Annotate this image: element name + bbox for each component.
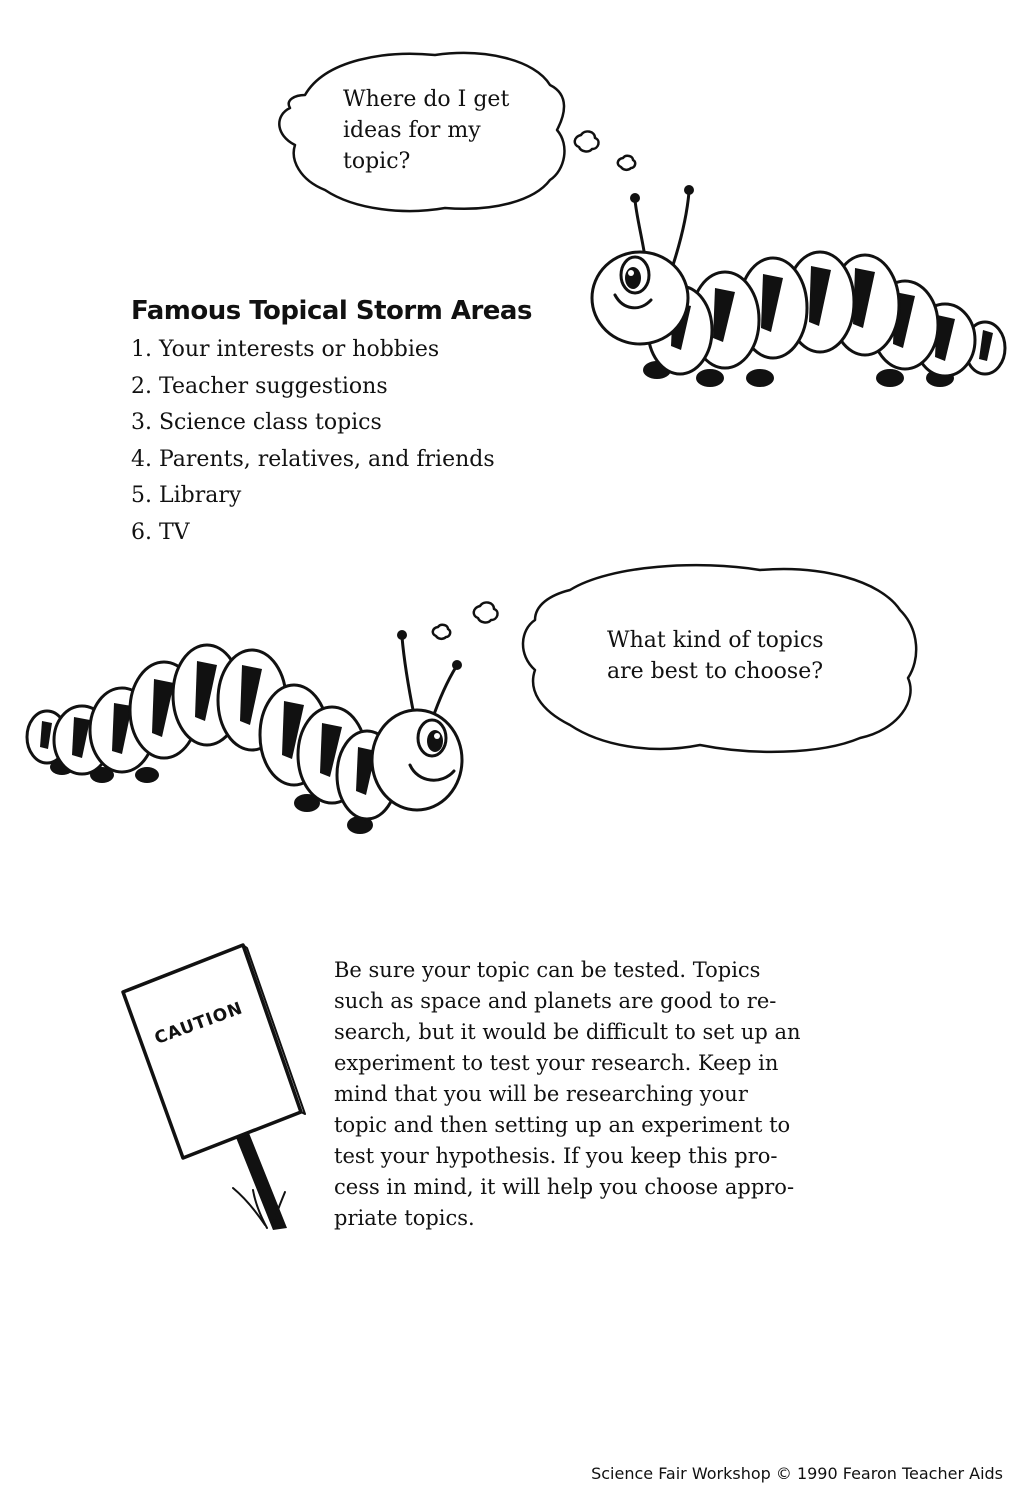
section-heading: Famous Topical Storm Areas: [131, 296, 532, 326]
bubble-middle-line: are best to choose?: [607, 659, 824, 684]
caution-paragraph: [334, 955, 801, 1234]
bubble-middle-line: What kind of topics: [607, 628, 824, 653]
paragraph-line: search, but it would be difficult to set up an: [334, 1020, 801, 1044]
footer-credit: Science Fair Workshop © 1990 Fearon Teacher Aids: [591, 1464, 1003, 1483]
list-item: 6. TV: [131, 519, 190, 545]
bubble-top-line: Where do I get: [343, 87, 510, 112]
bubble-middle-text: [607, 625, 824, 687]
paragraph-line: mind that you will be researching your: [334, 1082, 748, 1106]
list-item: 2. Teacher suggestions: [131, 373, 388, 399]
paragraph-line: priate topics.: [334, 1206, 475, 1230]
caution-sign-label: CAUTION: [152, 998, 246, 1049]
topic-sources-list: [131, 332, 495, 551]
paragraph-line: test your hypothesis. If you keep this pro-: [334, 1144, 778, 1168]
paragraph-line: topic and then setting up an experiment to: [334, 1113, 791, 1137]
list-item: 1. Your interests or hobbies: [131, 337, 440, 362]
bubble-top-line: topic?: [343, 149, 411, 174]
paragraph-line: Be sure your topic can be tested. Topics: [334, 958, 761, 982]
caterpillar-top-illustration: [585, 180, 1015, 400]
caterpillar-middle-illustration: [22, 625, 472, 845]
caution-sign-illustration: [115, 940, 315, 1240]
bubble-top-text: [343, 84, 509, 177]
paragraph-line: experiment to test your research. Keep in: [334, 1051, 779, 1075]
paragraph-line: such as space and planets are good to re-: [334, 989, 777, 1013]
list-item: 3. Science class topics: [131, 410, 382, 435]
paragraph-line: cess in mind, it will help you choose appro-: [334, 1175, 795, 1199]
bubble-top-line: ideas for my: [343, 118, 481, 143]
list-item: 5. Library: [131, 483, 242, 508]
list-item: 4. Parents, relatives, and friends: [131, 446, 495, 472]
